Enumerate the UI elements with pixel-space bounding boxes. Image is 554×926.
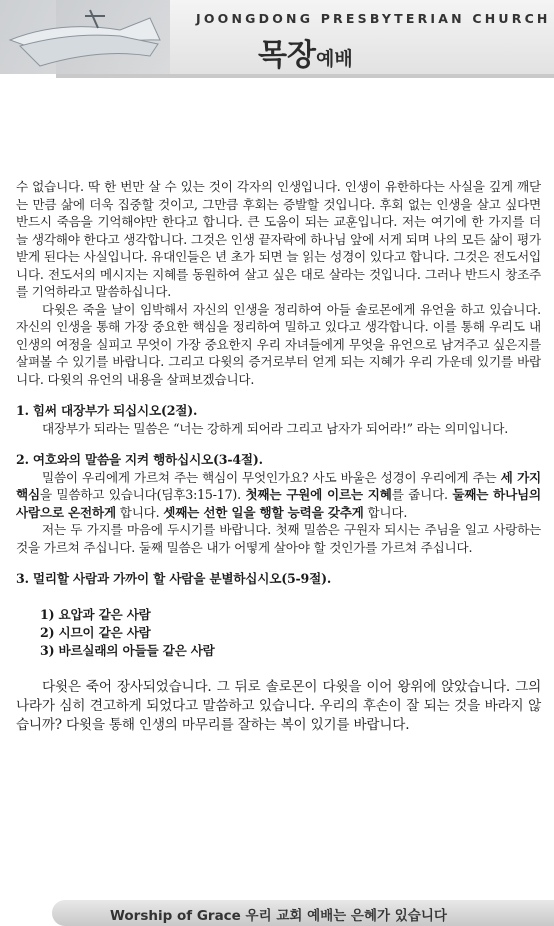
title-big: 목장	[258, 38, 316, 73]
text-run: 합니다.	[115, 504, 164, 520]
text-run: 를 줍니다.	[391, 487, 453, 502]
church-name: JOONGDONG PRESBYTERIAN CHURCH	[196, 11, 551, 26]
page-title	[258, 30, 353, 74]
text-run: 을 밀씀하고 있습니다(딤후3:15-17).	[39, 487, 246, 502]
heading-2: 2. 여호와의 말씀을 지켜 행하십시오(3-4절).	[16, 452, 263, 467]
heading-3: 3. 멀리할 사람과 가까이 할 사람을 분별하십시오(5-9절).	[16, 571, 332, 586]
people-list	[40, 606, 541, 660]
heading-1: 1. 힘써 대장부가 되십시오(2절).	[16, 403, 198, 418]
bold-run: 세 가지 핵심	[16, 469, 541, 502]
footer-banner	[52, 900, 554, 926]
heading-2-text-2: 저는 두 가지를 마음에 두시기를 바랍니다. 첫째 밀씀은 구원자 되시는 주님을 일고 사랑하는 것을 가르쳐 주십니다. 둘째 밀씀은 내가 어떻게 살아야 할 것인가를 가르쳐 주십니다.	[16, 522, 541, 555]
paragraph-final: 다윗은 죽어 장사되었습니다. 그 뒤로 솔로몬이 다윗을 이어 왕위에 앉았습니다. 그의 나라가 심히 견고하게 되었다고 말씀하고 있습니다. 우리의 후손이 잘 되는 것을 바라지 않습니까? 다윗을 통해 인생의 마무리를 잘하는 복이 있기를 바랍니다.	[16, 678, 541, 733]
bold-run: 둘째는 하나님의 사람으로 온전하게	[16, 487, 541, 520]
article-body	[16, 178, 541, 735]
paragraph-david: 다윗은 죽을 날이 임박해서 자신의 인생을 정리하여 아들 솔로몬에게 유언을 하고 있습니다. 자신의 인생을 통해 가장 중요한 핵심을 정리하여 밀하고 있다고 생각합니다. 이를 통해 우리도 내 인생의 여정을 실피고 무엇이 가장 중요한지 우리 자녀들에게 무엇을 유언으로 남겨주고 싶은지를 살펴볼 수 있기를 바랍니다. 그리고 다윗의 증거로부터 얻게 되는 지혜가 우리 가운데 있기를 바랍니다. 다윗의 유언의 내용을 살펴보겠습니다.	[16, 301, 541, 387]
heading-1-text: 대장부가 되라는 밀씀은 “너는 강하게 되어라 그리고 남자가 되어라!” 라는 의미입니다.	[42, 420, 509, 436]
header	[0, 0, 554, 74]
bible-logo-icon	[0, 0, 170, 74]
heading-2-text	[16, 469, 541, 522]
paragraph-intro: 수 없습니다. 딱 한 번만 살 수 있는 것이 각자의 인생입니다. 인생이 유한하다는 사실을 깊게 깨닫는 만큼 삶에 더욱 집중할 것이고, 그만큼 후회는 증발할 것입니다. 후회 없는 인생을 살고 싶다면 반드시 죽음을 기억해야만 한다고 합니다. 큰 도움이 되는 교훈입니다. 저는 여기에 한 가지를 더 늘 생각해야 한다고 생각합니다. 그것은 인생 끝자락에 하나님 앞에 서게 되며 나의 모든 삶이 평가받게 된다는 사실입니다. 유대인들은 년 초가 되면 늘 읽는 성경이 있다고 합니다. 그것은 전도서입니다. 전도서의 메시지는 지혜를 동원하여 살고 싶은 대로 살라는 것입니다. 그러나 반드시 창조주를 기억하라고 말씀하십니다.	[16, 179, 541, 299]
list-item: 1) 요압과 같은 사람	[40, 606, 151, 622]
bold-run: 셋째는 선한 일을 행할 능력을 갖추게	[163, 504, 364, 520]
title-small: 예배	[315, 48, 353, 70]
text-run: 밀씀이 우리에게 가르쳐 주는 핵심이 무엇인가요? 사도 바울은 성경이 우리에게 주는	[42, 469, 501, 485]
text-run: 합니다.	[363, 504, 408, 520]
list-item: 2) 시므이 같은 사람	[40, 624, 151, 640]
bold-run: 첫째는 구원에 이르는 지혜	[245, 487, 392, 502]
list-item: 3) 바르실래의 아들들 같은 사람	[40, 642, 215, 658]
footer-text: Worship of Grace 우리 교회 예배는 은혜가 있습니다	[110, 908, 447, 924]
